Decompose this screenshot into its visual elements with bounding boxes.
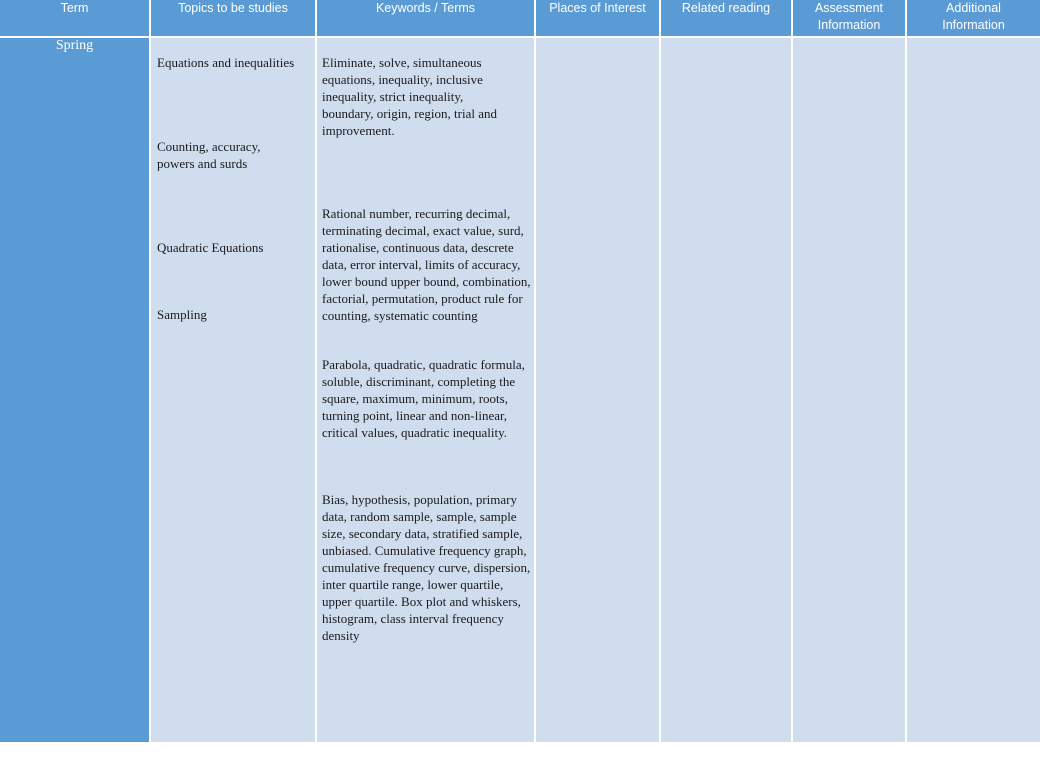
keyword-block: Bias, hypothesis, population, primary data, random sample, sample, sample size, secondary data, stratified sample, unbiased. Cumulative frequency graph, cumulative frequency curve, dispersion, inter quartile range, lower quartile, upper quartile. Box plot and whiskers, histogram, class interval frequency density [322, 492, 531, 643]
header-additional-information: Additional Information [907, 0, 1040, 36]
header-related-reading: Related reading [661, 0, 791, 36]
term-cell [0, 38, 149, 742]
header-term: Term [0, 0, 149, 36]
header-topics: Topics to be studies [151, 0, 315, 36]
keywords-cell [317, 38, 534, 742]
places-of-interest-cell [536, 38, 659, 742]
assessment-information-cell [793, 38, 905, 742]
term-label: Spring [55, 38, 94, 53]
keyword-block: Rational number, recurring decimal, terminating decimal, exact value, surd, rationalise, continuous data, descrete data, error interval, limits of accuracy, lower bound upper bound, combination, factorial, permutation, product rule for counting, systematic counting [322, 206, 531, 323]
related-reading-cell [661, 38, 791, 742]
header-places-of-interest: Places of Interest [536, 0, 659, 36]
topic-item: Counting, accuracy, powers and surds [157, 139, 261, 171]
header-assessment-information: Assessment Information [793, 0, 905, 36]
keyword-block: Parabola, quadratic, quadratic formula, soluble, discriminant, completing the square, maximum, minimum, roots, turning point, linear and non-linear, critical values, quadratic inequality. [322, 357, 525, 440]
keyword-block: Eliminate, solve, simultaneous equations, inequality, inclusive inequality, strict inequality, boundary, origin, region, trial and improvement. [322, 55, 497, 138]
additional-information-cell [907, 38, 1040, 742]
topic-item: Sampling [157, 307, 207, 322]
header-keywords: Keywords / Terms [317, 0, 534, 36]
topics-cell [151, 38, 315, 742]
topic-item: Equations and inequalities [157, 55, 295, 70]
topic-item: Quadratic Equations [157, 240, 264, 255]
